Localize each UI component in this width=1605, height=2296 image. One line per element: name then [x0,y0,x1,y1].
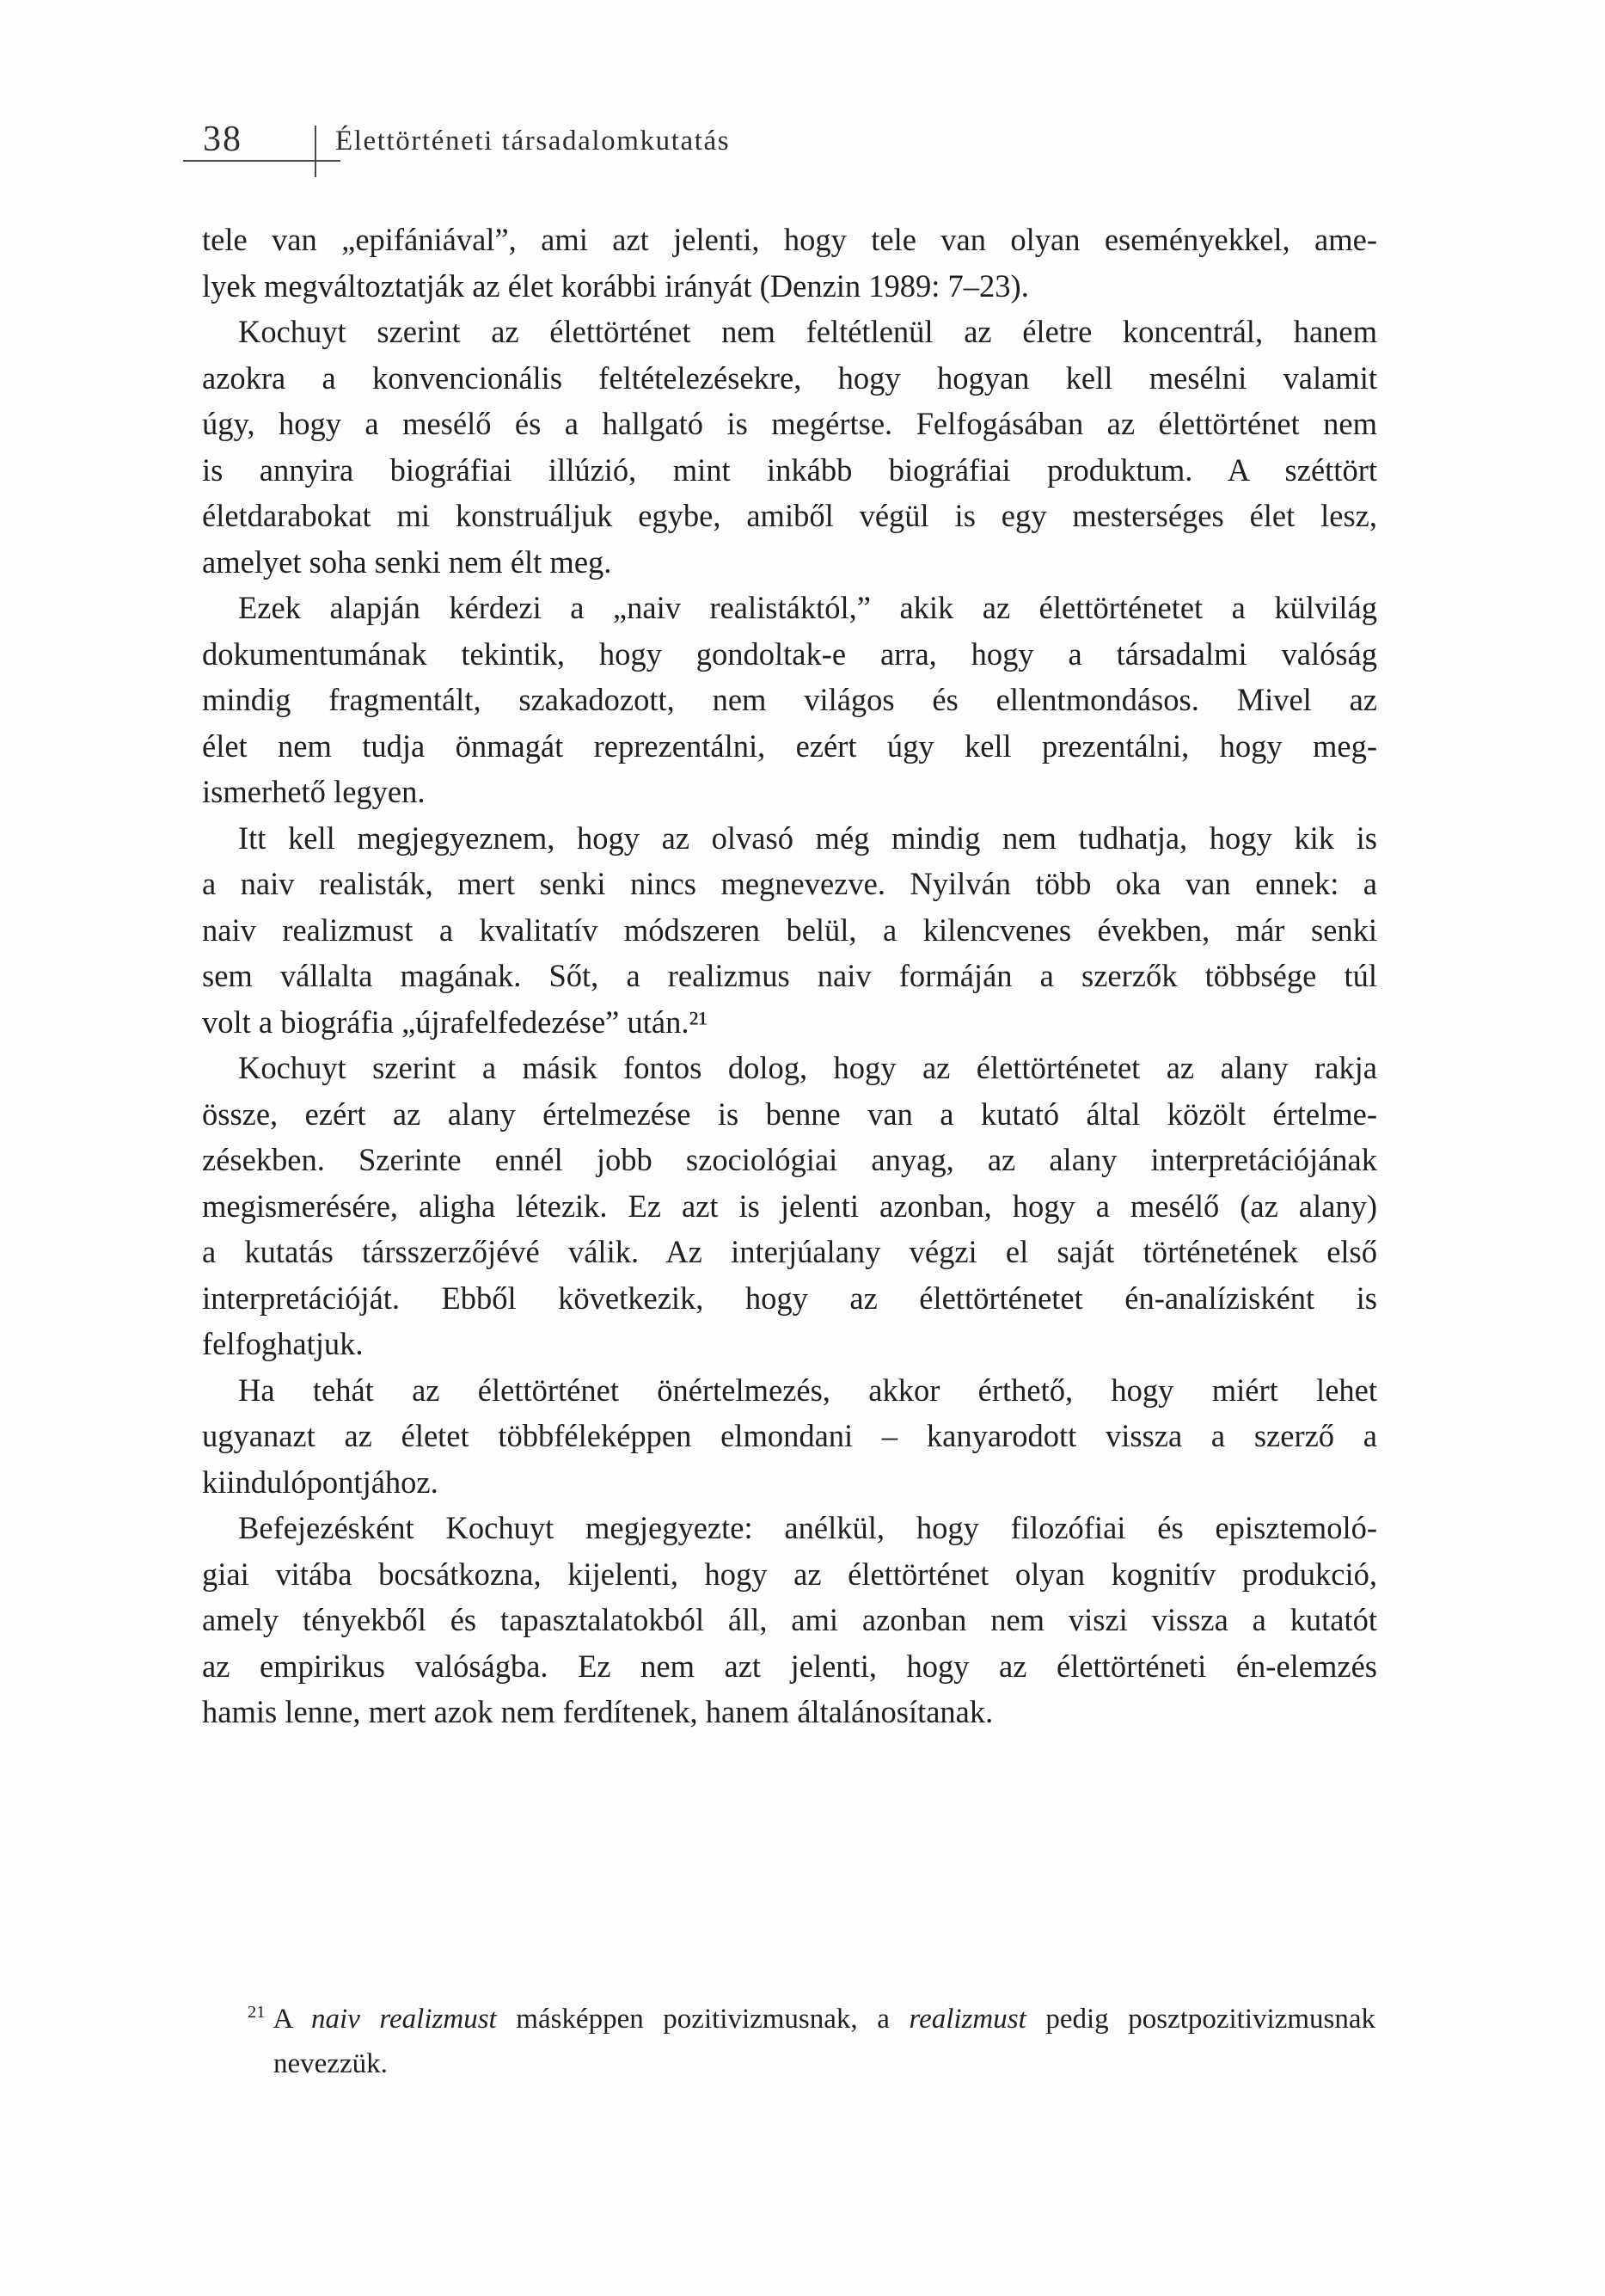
text-line: Ha tehát az élettörténet önértelmezés, akkor érthető, hogy miért lehet [238,1372,1377,1408]
text-line: lyek megváltoztatják az élet korábbi irányát (Denzin 1989: 7–23). [202,267,1029,304]
text-line: életdarabokat mi konstruáljuk egybe, amiből végül is egy mesterséges élet lesz, [202,498,1377,533]
footnote-text: A [273,2004,312,2035]
text-line: giai vitába bocsátkozna, kijelenti, hogy az élettörténet olyan kognitív produkció, [202,1556,1377,1592]
text-line: kiindulópontjához. [202,1464,438,1500]
footnote-term-italic: naiv realizmust [311,2004,497,2035]
text-line: azokra a konvencionális feltételezésekre, hogy hogyan kell mesélni valamit [202,359,1377,396]
footnote-line [248,2041,1375,2086]
text-line: úgy, hogy a mesélő és a hallgató is megértse. Felfogásában az élettörténet nem [202,406,1377,441]
page-number: 38 [203,120,242,159]
footnote-text: másképpen pozitivizmusnak, a [496,2004,910,2035]
header-horizontal-rule [183,160,340,162]
text-line: ismerhető legyen. [202,774,426,809]
text-line: tele van „epifániával”, ami azt jelenti, hogy tele van olyan eseményekkel, ame- [202,222,1377,257]
text-line: hamis lenne, mert azok nem ferdítenek, hanem általánosítanak. [202,1694,994,1729]
text-line: amelyet soha senki nem élt meg. [202,543,612,580]
text-line: is annyira biográfiai illúzió, mint inkább biográfiai produktum. A széttört [202,451,1377,488]
text-line: a kutatás társszerzőjévé válik. Az interjúalany végzi el saját történetének első [202,1234,1377,1269]
text-line: zésekben. Szerinte ennél jobb szociológiai anyag, az alany interpretációjának [202,1142,1377,1177]
text-line: Kochuyt szerint a másik fontos dolog, hogy az élettörténetet az alany rakja [238,1050,1377,1085]
text-line: az empirikus valóságba. Ez nem azt jelenti, hogy az élettörténeti én-elemzés [202,1648,1377,1684]
text-line: Itt kell megjegyeznem, hogy az olvasó még mindig nem tudhatja, hogy kik is [238,820,1377,856]
text-line: Befejezésként Kochuyt megjegyezte: anélkül, hogy filozófiai és episztemoló- [238,1510,1377,1545]
text-line: felfoghatjuk. [202,1326,364,1361]
text-line: amely tényekből és tapasztalatokból áll, ami azonban nem viszi vissza a kutatót [202,1602,1377,1637]
running-title: Élettörténeti társadalomkutatás [335,126,731,157]
body-text [202,217,1377,1735]
text-line: sem vállalta magának. Sőt, a realizmus naiv formáján a szerzők többsége túl [202,958,1377,993]
text-line: megismerésére, aligha létezik. Ez azt is jelenti azonban, hogy a mesélő (az alany) [202,1188,1377,1224]
text-line: a naiv realisták, mert senki nincs megnevezve. Nyilván több oka van ennek: a [202,866,1377,901]
text-line: össze, ezért az alany értelmezése is benne van a kutató által közölt értelme- [202,1096,1377,1132]
footnote-term-italic: realizmust [909,2004,1026,2035]
footnote-text: pedig posztpozitivizmusnak [1026,2004,1375,2035]
text-line: mindig fragmentált, szakadozott, nem világos és ellentmondásos. Mivel az [202,682,1377,717]
text-line: naiv realizmust a kvalitatív módszeren belül, a kilencvenes években, már senki [202,912,1377,948]
footnote-text: nevezzük. [273,2048,388,2079]
text-line: dokumentumának tekintik, hogy gondoltak-e arra, hogy a társadalmi valóság [202,635,1377,672]
text-line: élet nem tudja önmagát reprezentálni, ezért úgy kell prezentálni, hogy meg- [202,727,1377,764]
header-vertical-rule [315,126,316,177]
footnote [248,1997,1375,2086]
text-line: Ezek alapján kérdezi a „naiv realistáktól,” akik az élettörténetet a külvilág [238,590,1377,625]
text-line: ugyanazt az életet többféleképpen elmondani – kanyarodott vissza a szerző a [202,1418,1377,1453]
text-line: volt a biográfia „újrafelfedezése” után.²¹ [202,1004,708,1040]
text-line: interpretációját. Ebből következik, hogy az élettörténetet én-analízisként is [202,1280,1377,1316]
footnote-marker: 21 [248,2003,266,2022]
text-line: Kochuyt szerint az élettörténet nem feltétlenül az életre koncentrál, hanem [238,314,1377,349]
footnote-line [248,1997,1375,2041]
